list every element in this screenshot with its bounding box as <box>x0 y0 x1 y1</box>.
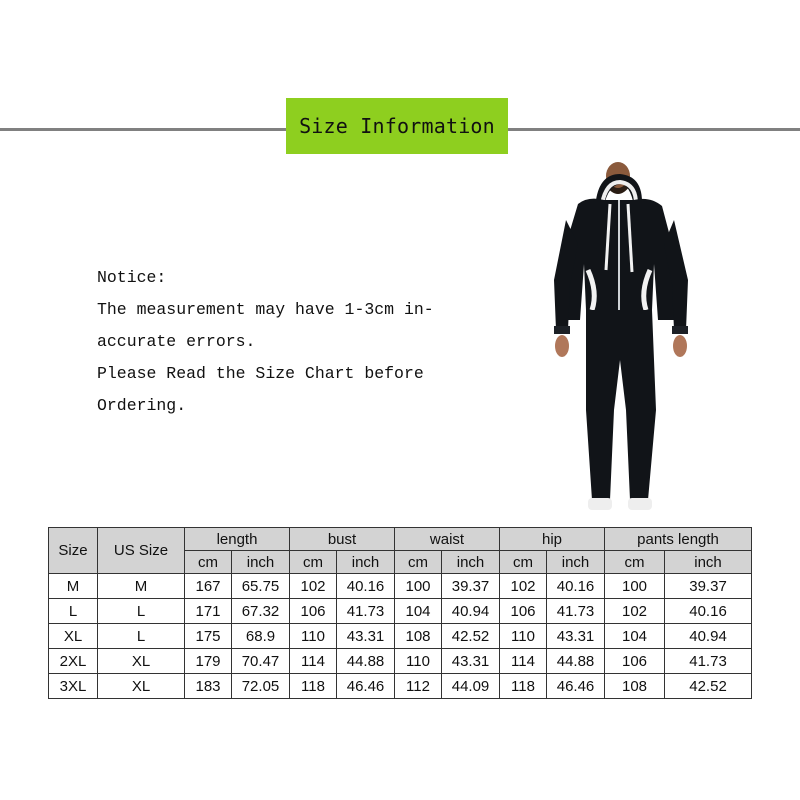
header-length: length <box>185 528 290 551</box>
unit-cell: inch <box>442 551 500 574</box>
measurement-cell: 68.9 <box>232 624 290 649</box>
us-size-cell: XL <box>98 674 185 699</box>
unit-cell: inch <box>337 551 395 574</box>
size-chart-table <box>48 527 752 699</box>
notice-line: Notice: <box>97 268 167 287</box>
measurement-cell: 114 <box>290 649 337 674</box>
measurement-cell: 44.88 <box>547 649 605 674</box>
size-cell: 3XL <box>49 674 98 699</box>
measurement-cell: 114 <box>500 649 547 674</box>
unit-cell: inch <box>547 551 605 574</box>
banner-title: Size Information <box>299 114 495 138</box>
measurement-cell: 46.46 <box>547 674 605 699</box>
size-rows <box>49 574 752 699</box>
header-waist: waist <box>395 528 500 551</box>
notice-line: Ordering. <box>97 396 187 415</box>
unit-cell: cm <box>290 551 337 574</box>
measurement-cell: 102 <box>605 599 665 624</box>
product-image <box>530 160 710 520</box>
measurement-cell: 108 <box>395 624 442 649</box>
us-size-cell: M <box>98 574 185 599</box>
size-cell: 2XL <box>49 649 98 674</box>
size-information-banner <box>286 98 508 154</box>
notice-block <box>97 262 437 422</box>
measurement-cell: 110 <box>395 649 442 674</box>
measurement-cell: 110 <box>500 624 547 649</box>
measurement-cell: 106 <box>500 599 547 624</box>
measurement-cell: 44.09 <box>442 674 500 699</box>
measurement-cell: 39.37 <box>442 574 500 599</box>
size-cell: L <box>49 599 98 624</box>
measurement-cell: 183 <box>185 674 232 699</box>
notice-line: accurate errors. <box>97 332 256 351</box>
header-us-size: US Size <box>98 528 185 574</box>
measurement-cell: 175 <box>185 624 232 649</box>
size-cell: M <box>49 574 98 599</box>
measurement-cell: 106 <box>290 599 337 624</box>
measurement-cell: 43.31 <box>337 624 395 649</box>
measurement-cell: 41.73 <box>665 649 752 674</box>
measurement-cell: 44.88 <box>337 649 395 674</box>
header-hip: hip <box>500 528 605 551</box>
measurement-cell: 42.52 <box>442 624 500 649</box>
us-size-cell: L <box>98 599 185 624</box>
measurement-cell: 179 <box>185 649 232 674</box>
measurement-cell: 112 <box>395 674 442 699</box>
notice-line: Please Read the Size Chart before <box>97 364 424 383</box>
unit-cell: cm <box>185 551 232 574</box>
header-size: Size <box>49 528 98 574</box>
table-row <box>49 624 752 649</box>
measurement-cell: 171 <box>185 599 232 624</box>
measurement-cell: 65.75 <box>232 574 290 599</box>
unit-cell: cm <box>605 551 665 574</box>
notice-line: The measurement may have 1-3cm in- <box>97 300 434 319</box>
measurement-cell: 102 <box>290 574 337 599</box>
measurement-cell: 40.94 <box>665 624 752 649</box>
table-row <box>49 674 752 699</box>
measurement-cell: 41.73 <box>337 599 395 624</box>
measurement-cell: 40.16 <box>547 574 605 599</box>
divider-left <box>0 128 288 131</box>
header-row-groups <box>49 528 752 551</box>
measurement-cell: 100 <box>395 574 442 599</box>
measurement-cell: 102 <box>500 574 547 599</box>
us-size-cell: XL <box>98 649 185 674</box>
measurement-cell: 118 <box>500 674 547 699</box>
measurement-cell: 104 <box>605 624 665 649</box>
measurement-cell: 110 <box>290 624 337 649</box>
measurement-cell: 40.16 <box>665 599 752 624</box>
measurement-cell: 41.73 <box>547 599 605 624</box>
hooded-jumpsuit-icon <box>530 160 710 520</box>
us-size-cell: L <box>98 624 185 649</box>
measurement-cell: 167 <box>185 574 232 599</box>
table-row <box>49 649 752 674</box>
measurement-cell: 39.37 <box>665 574 752 599</box>
header-pants-length: pants length <box>605 528 752 551</box>
measurement-cell: 43.31 <box>547 624 605 649</box>
size-cell: XL <box>49 624 98 649</box>
unit-cell: inch <box>232 551 290 574</box>
table-row <box>49 599 752 624</box>
measurement-cell: 106 <box>605 649 665 674</box>
unit-cell: cm <box>500 551 547 574</box>
unit-cell: inch <box>665 551 752 574</box>
measurement-cell: 70.47 <box>232 649 290 674</box>
measurement-cell: 42.52 <box>665 674 752 699</box>
measurement-cell: 118 <box>290 674 337 699</box>
measurement-cell: 67.32 <box>232 599 290 624</box>
divider-right <box>508 128 800 131</box>
measurement-cell: 72.05 <box>232 674 290 699</box>
measurement-cell: 108 <box>605 674 665 699</box>
measurement-cell: 100 <box>605 574 665 599</box>
header-bust: bust <box>290 528 395 551</box>
table-row <box>49 574 752 599</box>
measurement-cell: 40.94 <box>442 599 500 624</box>
measurement-cell: 43.31 <box>442 649 500 674</box>
unit-cell: cm <box>395 551 442 574</box>
measurement-cell: 104 <box>395 599 442 624</box>
measurement-cell: 46.46 <box>337 674 395 699</box>
measurement-cell: 40.16 <box>337 574 395 599</box>
